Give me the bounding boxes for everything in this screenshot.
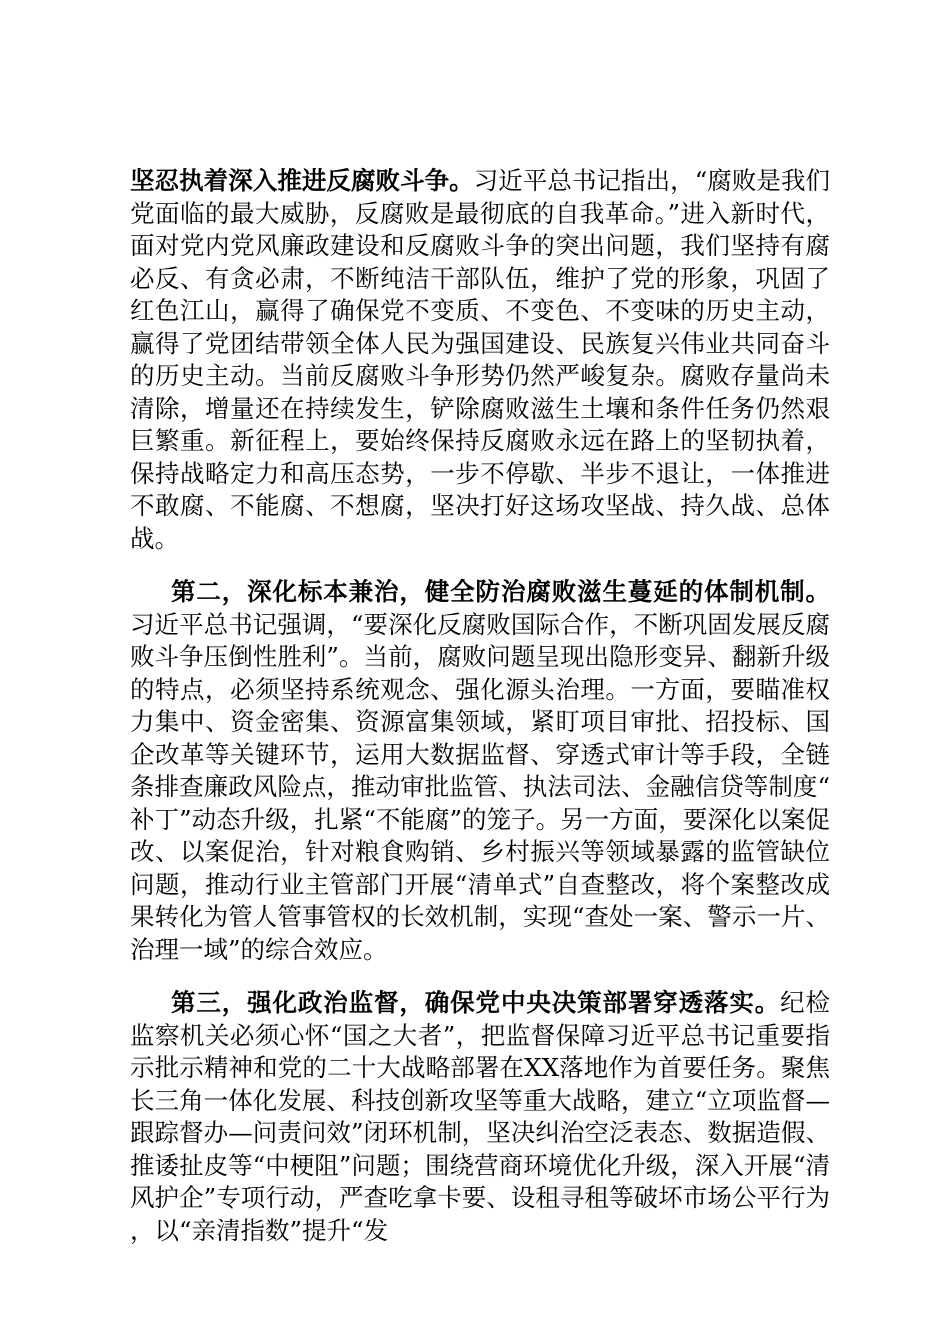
paragraph-2-text: 习近平总书记强调，“要深化反腐败国际合作，不断巩固发展反腐败斗争压倒性胜利”。当前，腐败问题呈现出隐形变异、翻新升级的特点，必须坚持系统观念、强化源头治理。一方面，要瞄准权力集中、资金密集、资源富集领域，紧盯项目审批、招投标、国企改革等关键环节，运用大数据监督、穿透式审计等手段，全链条排查廉政风险点，推动审批监管、执法司法、金融信贷等制度“补丁”动态升级，扎紧“不能腐”的笼子。另一方面，要深化以案促改、以案促治，针对粮食购销、乡村振兴等领域暴露的监管缺位问题，推动行业主管部门开展“清单式”自查整改，将个案整改成果转化为管人管事管权的长效机制，实现“查处一案、警示一片、治理一域”的综合效应。 xyxy=(130,609,830,964)
paragraph-1 xyxy=(130,165,830,555)
paragraph-3-heading: 第三，强化政治监督，确保党中央决策部署穿透落实。 xyxy=(171,988,781,1017)
paragraph-3 xyxy=(130,987,830,1247)
paragraph-2-heading: 第二，深化标本兼治，健全防治腐败滋生蔓延的体制机制。 xyxy=(171,577,830,606)
paragraph-2 xyxy=(130,576,830,966)
document-body xyxy=(130,165,830,1268)
paragraph-3-text: 纪检监察机关必须心怀“国之大者”，把监督保障习近平总书记重要指示批示精神和党的二十大战略部署在XX落地作为首要任务。聚焦长三角一体化发展、科技创新攻坚等重大战略，建立“立项监督—跟踪督办—问责问效”闭环机制，坚决纠治空泛表态、数据造假、推诿扯皮等“中梗阻”问题；围绕营商环境优化升级，深入开展“清风护企”专项行动，严查吃拿卡要、设租寻租等破坏市场公平行为，以“亲清指数”提升“发 xyxy=(130,988,831,1245)
paragraph-1-heading: 坚忍执着深入推进反腐败斗争。 xyxy=(130,166,474,195)
paragraph-1-text: 习近平总书记指出，“腐败是我们党面临的最大威胁，反腐败是最彻底的自我革命。”进入新时代，面对党内党风廉政建设和反腐败斗争的突出问题，我们坚持有腐必反、有贪必肃，不断纯洁干部队伍，维护了党的形象，巩固了红色江山，赢得了确保党不变质、不变色、不变味的历史主动，赢得了党团结带领全体人民为强国建设、民族复兴伟业共同奋斗的历史主动。当前反腐败斗争形势仍然严峻复杂。腐败存量尚未清除，增量还在持续发生，铲除腐败滋生土壤和条件任务仍然艰巨繁重。新征程上，要始终保持反腐败永远在路上的坚韧执着，保持战略定力和高压态势，一步不停歇、半步不退让，一体推进不敢腐、不能腐、不想腐，坚决打好这场攻坚战、持久战、总体战。 xyxy=(130,166,830,553)
